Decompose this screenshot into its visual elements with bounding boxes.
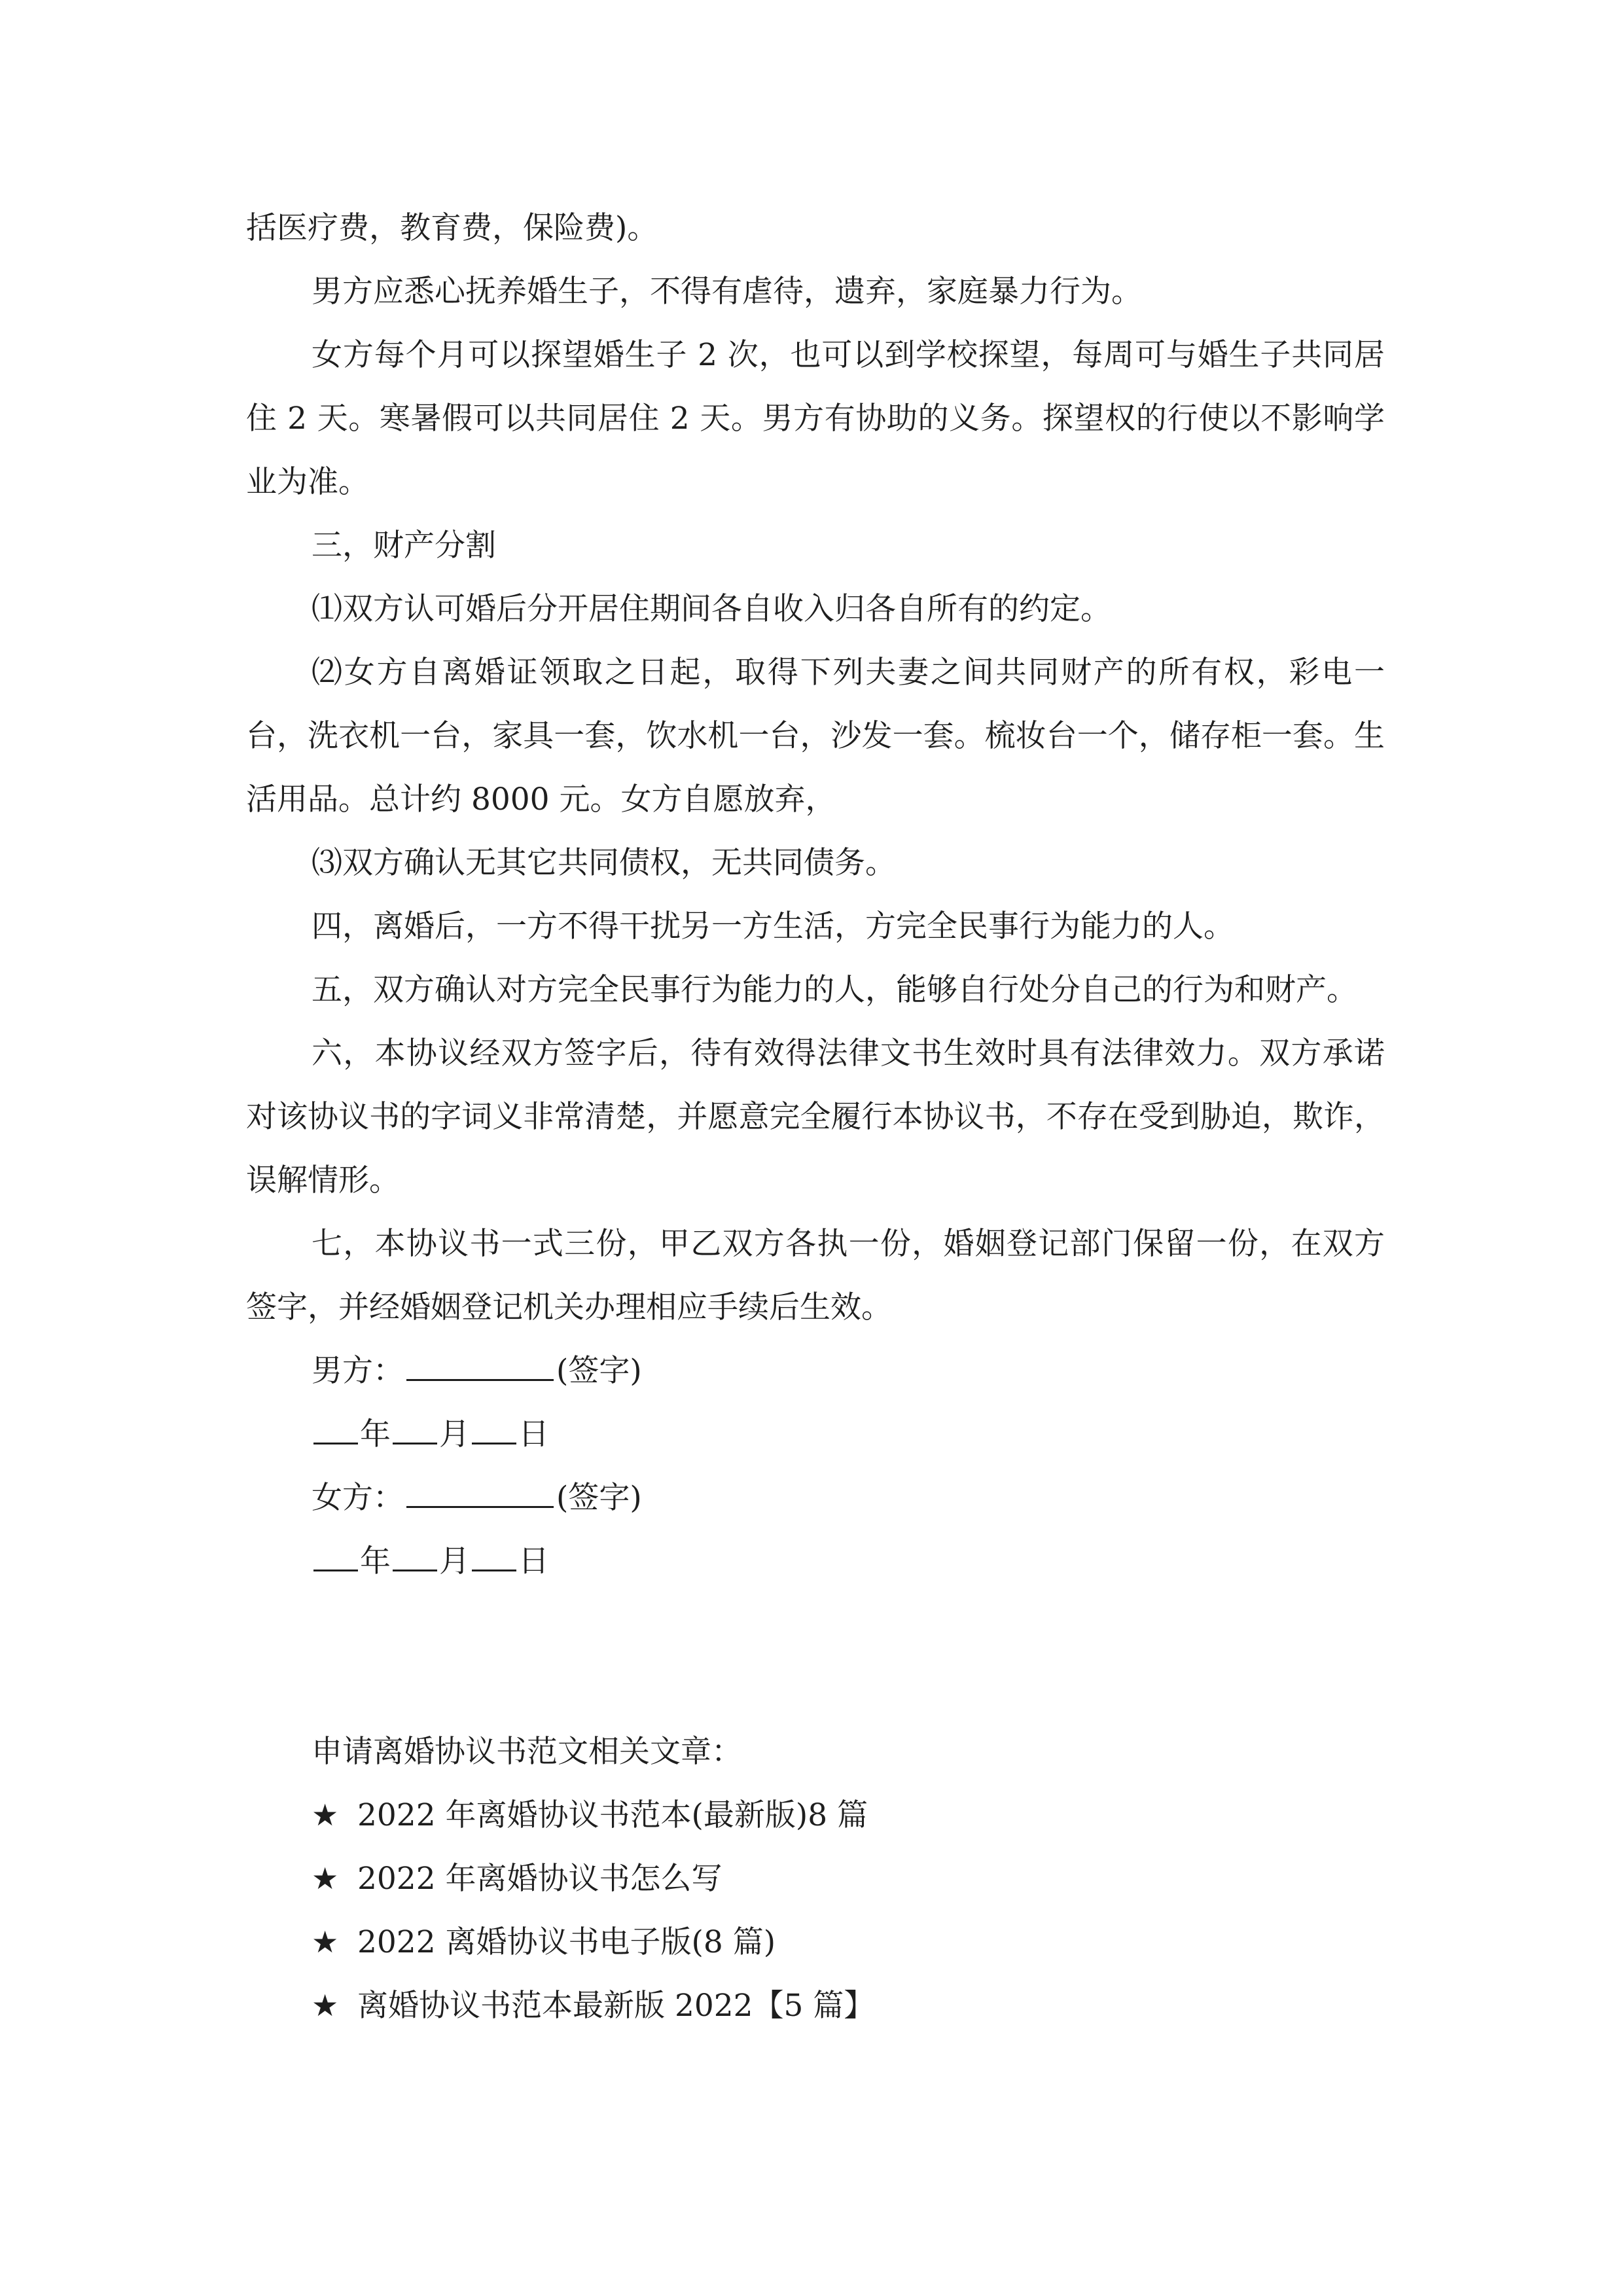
section-heading-property: 三，财产分割 <box>312 528 496 564</box>
year-blank[interactable] <box>313 1543 358 1571</box>
related-article-link[interactable] <box>246 1847 1385 1910</box>
female-signature-line <box>246 1466 1385 1530</box>
month-label: 月 <box>439 1543 470 1579</box>
year-blank[interactable] <box>313 1416 358 1444</box>
paragraph-property-3: ⑶双方确认无其它共同债权，无共同债务。 <box>312 845 896 881</box>
paragraph-continuation: 括医疗费，教育费，保险费)。 <box>246 210 658 246</box>
paragraph-upbringing: 男方应悉心抚养婚生子，不得有虐待，遗弃，家庭暴力行为。 <box>312 274 1142 310</box>
related-article-text[interactable]: 离婚协议书范本最新版 2022【5 篇】 <box>357 1988 875 2024</box>
day-label: 日 <box>518 1543 549 1579</box>
document-body <box>246 196 1385 2037</box>
star-icon: ★ <box>312 1797 339 1833</box>
female-date-line <box>246 1530 1385 1593</box>
female-sign-suffix: (签字) <box>556 1480 642 1516</box>
star-icon: ★ <box>312 1924 339 1960</box>
star-icon: ★ <box>312 1861 339 1896</box>
male-sign-suffix: (签字) <box>556 1353 642 1389</box>
male-signature-blank[interactable] <box>406 1353 554 1381</box>
paragraph-property-2: ⑵女方自离婚证领取之日起，取得下列夫妻之间共同财产的所有权，彩电一台，洗衣机一台，家具一套，饮水机一台，沙发一套。梳妆台一个，储存柜一套。生活用品。总计约 8000 元。女方自愿放弃， <box>246 655 1385 817</box>
related-article-link[interactable] <box>246 1784 1385 1847</box>
month-label: 月 <box>439 1416 470 1452</box>
month-blank[interactable] <box>393 1416 437 1444</box>
year-label: 年 <box>360 1416 391 1452</box>
day-blank[interactable] <box>472 1543 516 1571</box>
paragraph-property-1: ⑴双方认可婚后分开居住期间各自收入归各自所有的约定。 <box>312 591 1111 627</box>
paragraph-clause-4: 四，离婚后，一方不得干扰另一方生活，方完全民事行为能力的人。 <box>312 908 1234 944</box>
related-article-link[interactable] <box>246 1910 1385 1974</box>
male-label: 男方： <box>312 1353 404 1389</box>
related-article-text[interactable]: 2022 离婚协议书电子版(8 篇) <box>357 1924 776 1960</box>
related-article-link[interactable] <box>246 1974 1385 2037</box>
related-article-text[interactable]: 2022 年离婚协议书怎么写 <box>357 1861 722 1897</box>
related-article-text[interactable]: 2022 年离婚协议书范本(最新版)8 篇 <box>357 1797 868 1833</box>
male-signature-line <box>246 1339 1385 1403</box>
female-label: 女方： <box>312 1480 404 1516</box>
paragraph-clause-7: 七，本协议书一式三份，甲乙双方各执一份，婚姻登记部门保留一份，在双方签字，并经婚姻登记机关办理相应手续后生效。 <box>246 1226 1385 1325</box>
paragraph-clause-6: 六，本协议经双方签字后，待有效得法律文书生效时具有法律效力。双方承诺对该协议书的字词义非常清楚，并愿意完全履行本协议书，不存在受到胁迫，欺诈，误解情形。 <box>246 1035 1385 1198</box>
male-date-line <box>246 1403 1385 1466</box>
paragraph-clause-5: 五，双方确认对方完全民事行为能力的人，能够自行处分自己的行为和财产。 <box>312 972 1357 1008</box>
day-label: 日 <box>518 1416 549 1452</box>
section-spacer <box>246 1593 1385 1720</box>
day-blank[interactable] <box>472 1416 516 1444</box>
female-signature-blank[interactable] <box>406 1480 554 1508</box>
month-blank[interactable] <box>393 1543 437 1571</box>
paragraph-visitation: 女方每个月可以探望婚生子 2 次，也可以到学校探望，每周可与婚生子共同居住 2 天。寒暑假可以共同居住 2 天。男方有协助的义务。探望权的行使以不影响学业为准。 <box>246 337 1385 500</box>
year-label: 年 <box>360 1543 391 1579</box>
related-articles-title: 申请离婚协议书范文相关文章： <box>312 1734 742 1770</box>
star-icon: ★ <box>312 1988 339 2023</box>
